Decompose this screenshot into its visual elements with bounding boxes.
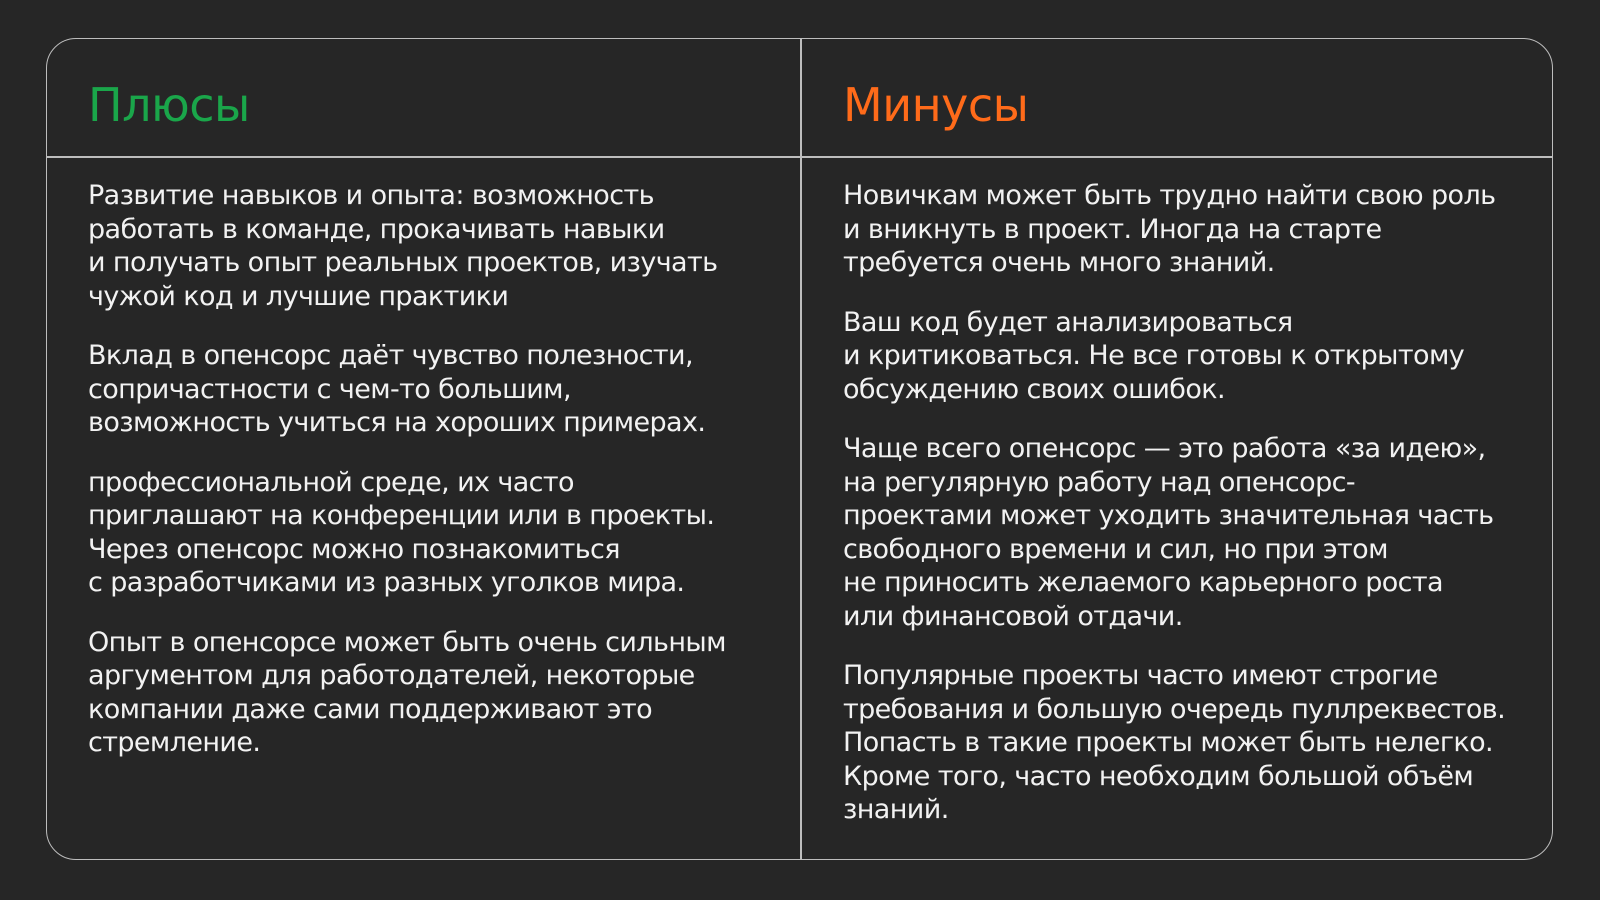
column-divider xyxy=(800,39,802,859)
pros-item xyxy=(88,339,726,440)
text-line: сопричастности с чем-то большим, xyxy=(88,373,571,405)
text-line: чужой код и лучшие практики xyxy=(88,280,509,312)
text-line: возможность учиться на хороших примерах. xyxy=(88,407,706,438)
cons-list xyxy=(843,179,1505,853)
text-line: и вникнуть в проект. Иногда на старте xyxy=(843,213,1382,245)
pros-item xyxy=(88,179,726,313)
header-divider xyxy=(47,156,1552,158)
text-line: требуется очень много знаний. xyxy=(843,247,1275,278)
pros-item xyxy=(88,466,726,600)
cons-item xyxy=(843,659,1505,827)
text-line: Попасть в такие проекты может быть нелегко. xyxy=(843,727,1494,758)
text-line: знаний. xyxy=(843,794,949,825)
text-line: Чаще всего опенсорс — это работа «за идею», xyxy=(843,433,1486,464)
text-line: Ваш код будет анализироваться xyxy=(843,306,1293,338)
text-line: свободного времени и сил, но при этом xyxy=(843,533,1388,565)
cons-item xyxy=(843,179,1505,280)
text-line: Кроме того, часто необходим большой объём xyxy=(843,760,1474,792)
text-line: требования и большую очередь пуллреквестов. xyxy=(843,693,1506,725)
pros-item xyxy=(88,626,726,760)
text-line: стремление. xyxy=(88,727,261,758)
text-line: проектами может уходить значительная часть xyxy=(843,500,1494,531)
text-line: или финансовой отдачи. xyxy=(843,600,1183,632)
text-line: работать в команде, прокачивать навыки xyxy=(88,213,665,245)
cons-item xyxy=(843,306,1505,407)
pros-title: Плюсы xyxy=(88,78,250,132)
text-line: с разработчиками из разных уголков мира. xyxy=(88,567,685,598)
pros-list xyxy=(88,179,726,786)
text-line: Через опенсорс можно познакомиться xyxy=(88,533,620,565)
text-line: Развитие навыков и опыта: возможность xyxy=(88,180,654,211)
text-line: приглашают на конференции или в проекты. xyxy=(88,500,715,531)
text-line: на регулярную работу над опенсорс- xyxy=(843,466,1355,498)
cons-title: Минусы xyxy=(843,78,1029,132)
text-line: не приносить желаемого карьерного роста xyxy=(843,567,1443,598)
cons-item xyxy=(843,432,1505,633)
text-line: обсуждению своих ошибок. xyxy=(843,373,1225,405)
text-line: Популярные проекты часто имеют строгие xyxy=(843,660,1438,691)
text-line: аргументом для работодателей, некоторые xyxy=(88,660,695,691)
text-line: компании даже сами поддерживают это xyxy=(88,693,653,725)
text-line: Новичкам может быть трудно найти свою роль xyxy=(843,180,1496,211)
text-line: и получать опыт реальных проектов, изучать xyxy=(88,247,718,278)
pros-cons-table xyxy=(46,38,1553,860)
text-line: Вклад в опенсорс даёт чувство полезности, xyxy=(88,340,693,371)
text-line: Опыт в опенсорсе может быть очень сильным xyxy=(88,626,726,658)
text-line: профессиональной среде, их часто xyxy=(88,466,574,498)
text-line: и критиковаться. Не все готовы к открытому xyxy=(843,340,1465,371)
